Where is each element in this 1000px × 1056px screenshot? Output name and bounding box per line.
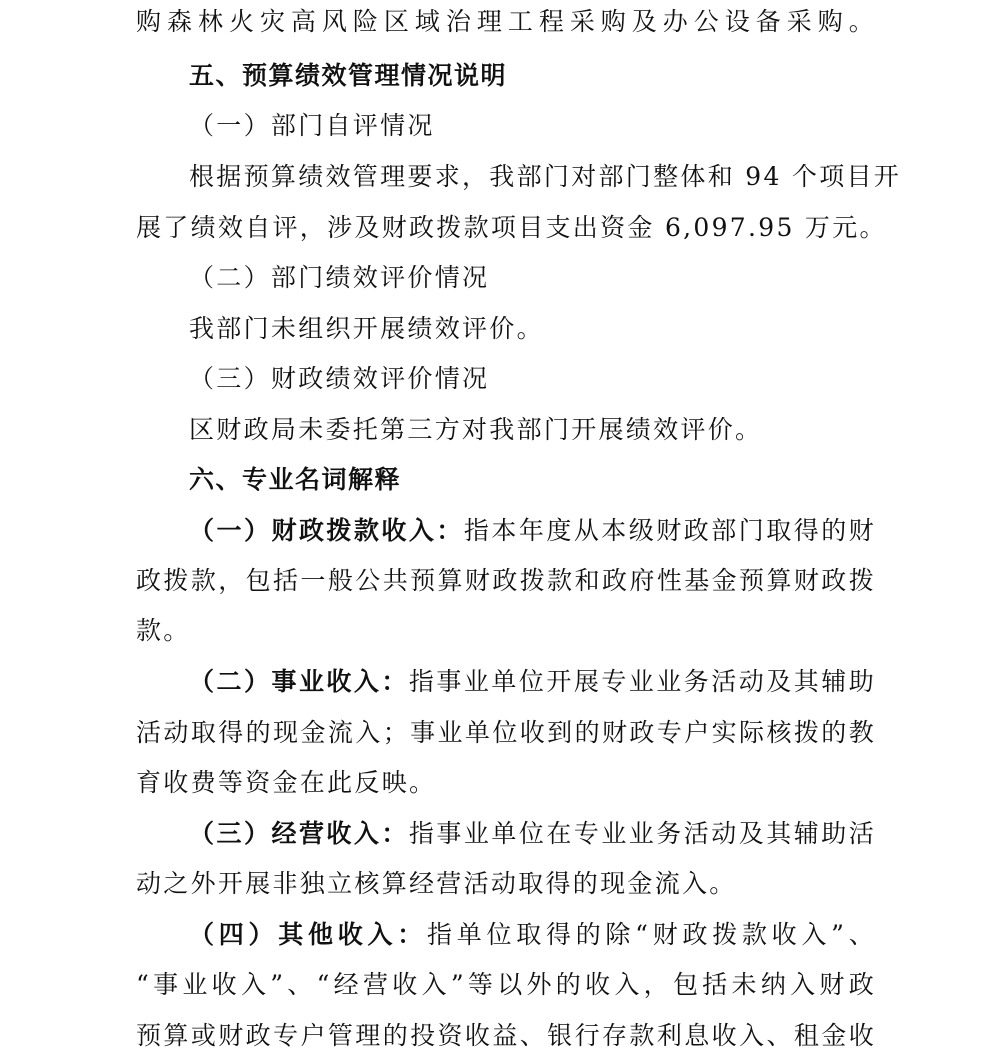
- paragraph-line: 区财政局未委托第三方对我部门开展绩效评价。: [189, 415, 763, 444]
- paragraph-line: 预算或财政专户管理的投资收益、银行存款利息收入、租金收: [136, 1021, 876, 1050]
- paragraph-line: 我部门未组织开展绩效评价。: [189, 314, 544, 343]
- term-definition: 指事业单位在专业业务活动及其辅助活: [408, 819, 876, 848]
- paragraph-line: 根据预算绩效管理要求，我部门对部门整体和 94 个项目开: [189, 162, 902, 191]
- paragraph-line: 款。: [136, 616, 191, 645]
- term-definition: 指本年度从本级财政部门取得的财: [463, 516, 876, 545]
- paragraph-line: “事业收入”、“经营收入”等以外的收入，包括未纳入财政: [136, 970, 876, 999]
- paragraph-line: 育收费等资金在此反映。: [136, 768, 437, 797]
- term-label: （二）事业收入：: [189, 667, 409, 696]
- term-label: （一）财政拨款收入：: [189, 516, 464, 545]
- paragraph-line: 政拨款，包括一般公共预算财政拨款和政府性基金预算财政拨: [136, 566, 876, 595]
- subsection-heading-finance-evaluation: （三）财政绩效评价情况: [189, 364, 490, 393]
- term-paragraph-first-line: [189, 511, 876, 551]
- paragraph-line: 活动取得的现金流入；事业单位收到的财政专户实际核拨的教: [136, 718, 876, 747]
- paragraph-line: 动之外开展非独立核算经营活动取得的现金流入。: [136, 869, 737, 898]
- term-paragraph-first-line: [189, 662, 876, 702]
- section-heading-performance: 五、预算绩效管理情况说明: [189, 61, 508, 90]
- term-label: （三）经营收入：: [189, 819, 409, 848]
- subsection-heading-self-evaluation: （一）部门自评情况: [189, 111, 435, 140]
- term-label: （四）其他收入：: [189, 920, 427, 949]
- term-paragraph-first-line: [189, 814, 876, 854]
- section-heading-terms: 六、专业名词解释: [189, 465, 402, 494]
- paragraph-line: 购森林火灾高风险区域治理工程采购及办公设备采购。: [136, 7, 876, 36]
- term-definition: 指单位取得的除“财政拨款收入”、: [426, 920, 876, 949]
- paragraph-line: 展了绩效自评，涉及财政拨款项目支出资金 6,097.95 万元。: [136, 213, 887, 242]
- term-paragraph-first-line: [189, 915, 876, 955]
- subsection-heading-department-evaluation: （二）部门绩效评价情况: [189, 263, 490, 292]
- term-definition: 指事业单位开展专业业务活动及其辅助: [408, 667, 876, 696]
